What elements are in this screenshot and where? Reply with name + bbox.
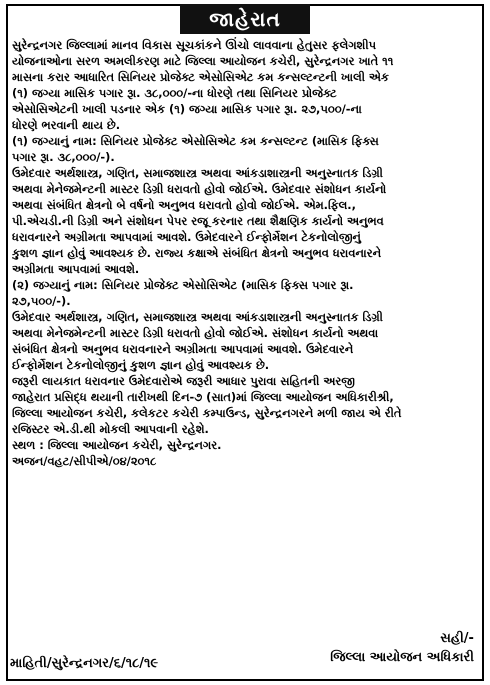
post-1-heading: પગાર રૂા. ૩૮,૦૦૦/-). (12, 150, 115, 164)
post-1-heading: (૧) જગ્યાનું નામ: સિનિયર પ્રોજેક્ટ એસોસિએટ કમ કન્સલ્ટન્ટ (માસિક ફિક્સ (12, 134, 379, 148)
post-2-heading: (૨) જગ્યાનું નામ: સિનિયર પ્રોજેક્ટ એસોસિએટ (માસિક ફિક્સ પગાર રૂા. (12, 278, 354, 292)
body-line: ધોરણે ભરવાની થાય છે. (12, 118, 121, 132)
body-line: જરૂરી લાયકાત ધરાવનાર ઉમેદવારોએ જરૂરી આધાર પુરાવા સહિતની અરજી (12, 374, 355, 388)
body-line: રજિસ્ટર એ.ડી.થી મોકલી આપવાની રહેશે. (12, 422, 209, 436)
body-line: અથવા મેનેજમેન્ટની માસ્ટર ડિગ્રી ધરાવતો હોવો જોઈએ. ઉમેદવાર સંશોધન કાર્યનો (12, 182, 387, 196)
body-line: ઈન્ફોર્મેશન ટેકનોલોજીનું કુશળ જ્ઞાન હોવું આવશ્યક છે. (12, 358, 270, 372)
body-line: જાહેરાત પ્રસિદ્ધ થયાની તારીખથી દિન-૭ (સાત)માં જિલ્લા આયોજન અધિકારીશ્રી, (12, 390, 394, 404)
body-line: યોજનાઓના સરળ અમલીકરણ માટે જિલ્લા આયોજન કચેરી, સુરેન્દ્રનગર ખાતે ૧૧ (12, 54, 394, 68)
signature-block (330, 631, 474, 665)
body-line: પી.એચડી.ની ડિગ્રી અને સંશોધન પેપર રજૂ કરનાર તથા શૈક્ષણિક કાર્યનો અનુભવ (12, 214, 384, 228)
body-line: એસોસિએટની ખાલી પડનાર એક (૧) જગ્યા માસિક પગાર રૂા. ૨૭,૫૦૦/-ના (12, 102, 362, 116)
body-line: જિલ્લા આયોજન કચેરી, કલેકટર કચેરી કમ્પાઉન્ડ, સુરેન્દ્રનગરને મળી જાય એ રીતે (12, 406, 402, 420)
signature: સહી/- (440, 631, 474, 646)
body-line: સુરેન્દ્રનગર જિલ્લામાં માનવ વિકાસ સૂચકાંકને ઊંચો લાવવાના હેતુસર ફલેગશીપ (12, 38, 376, 52)
signatory-title: જિલ્લા આયોજન અધિકારી (330, 650, 474, 665)
body-line: ઉમેદવાર અર્થશાસ્ત્ર, ગણિત, સમાજશાસ્ત્ર અથવા આંકડાશાસ્ત્રની અનુસ્નાતક ડિગ્રી (12, 310, 383, 324)
post-2-heading: ૨૭,૫૦૦/-). (12, 294, 71, 308)
body-line: અગ્રીમતા આપવામાં આવશે. (12, 262, 140, 276)
body-line: (૧) જગ્યા માસિક પગાર રૂા. ૩૮,૦૦૦/-ના ધોરણે તથા સિનિયર પ્રોજેક્ટ (12, 86, 337, 100)
body-line: ઉમેદવાર અર્થશાસ્ત્ર, ગણિત, સમાજશાસ્ત્ર અથવા આંકડાશાસ્ત્રની અનુસ્નાતક ડિગ્રી (12, 166, 383, 180)
place-line: સ્થળ : જિલ્લા આયોજન કચેરી, સુરેન્દ્રનગર. (12, 438, 222, 452)
reference-number: માહિતી/સુરેન્દ્રનગર/૬/૧૮/૧૯ (10, 656, 159, 671)
body-line: કુશળ જ્ઞાન હોવું આવશ્યક છે. રાજ્ય કક્ષાએ સંબંધિત ક્ષેત્રનો અનુભવ ધરાવનારને (12, 246, 382, 260)
body-line: અથવા મેનેજમેન્ટની માસ્ટર ડિગ્રી ધરાવતો હોવો જોઈએ. સંશોધન કાર્યનો અથવા (12, 326, 379, 340)
body-line: અથવા સંબંધિત ક્ષેત્રનો બે વર્ષનો અનુભવ ધરાવતો હોવો જોઈએ. એમ.ફિલ., (12, 198, 356, 212)
body-line: સંબંધિત ક્ષેત્રનો અનુભવ ધરાવનારને અગ્રીમતા આપવામાં આવશે. ઉમેદવારને (12, 342, 354, 356)
advertisement-title: જાહેરાત (180, 4, 310, 34)
body-line: ધરાવનારને અગ્રીમતા આપવામાં આવશે. ઉમેદવારને ઈન્ફોર્મેશન ટેકનોલોજીનું (12, 230, 361, 244)
advertisement-body (12, 37, 478, 469)
file-number: અજન/વહટ/સીપીએ/૦૪/૨૦૧૮ (12, 454, 157, 468)
body-line: માસના કરાર આધારિત સિનિયર પ્રોજેક્ટ એસોસિએટ કમ કન્સલ્ટન્ટની ખાલી એક (12, 70, 389, 84)
